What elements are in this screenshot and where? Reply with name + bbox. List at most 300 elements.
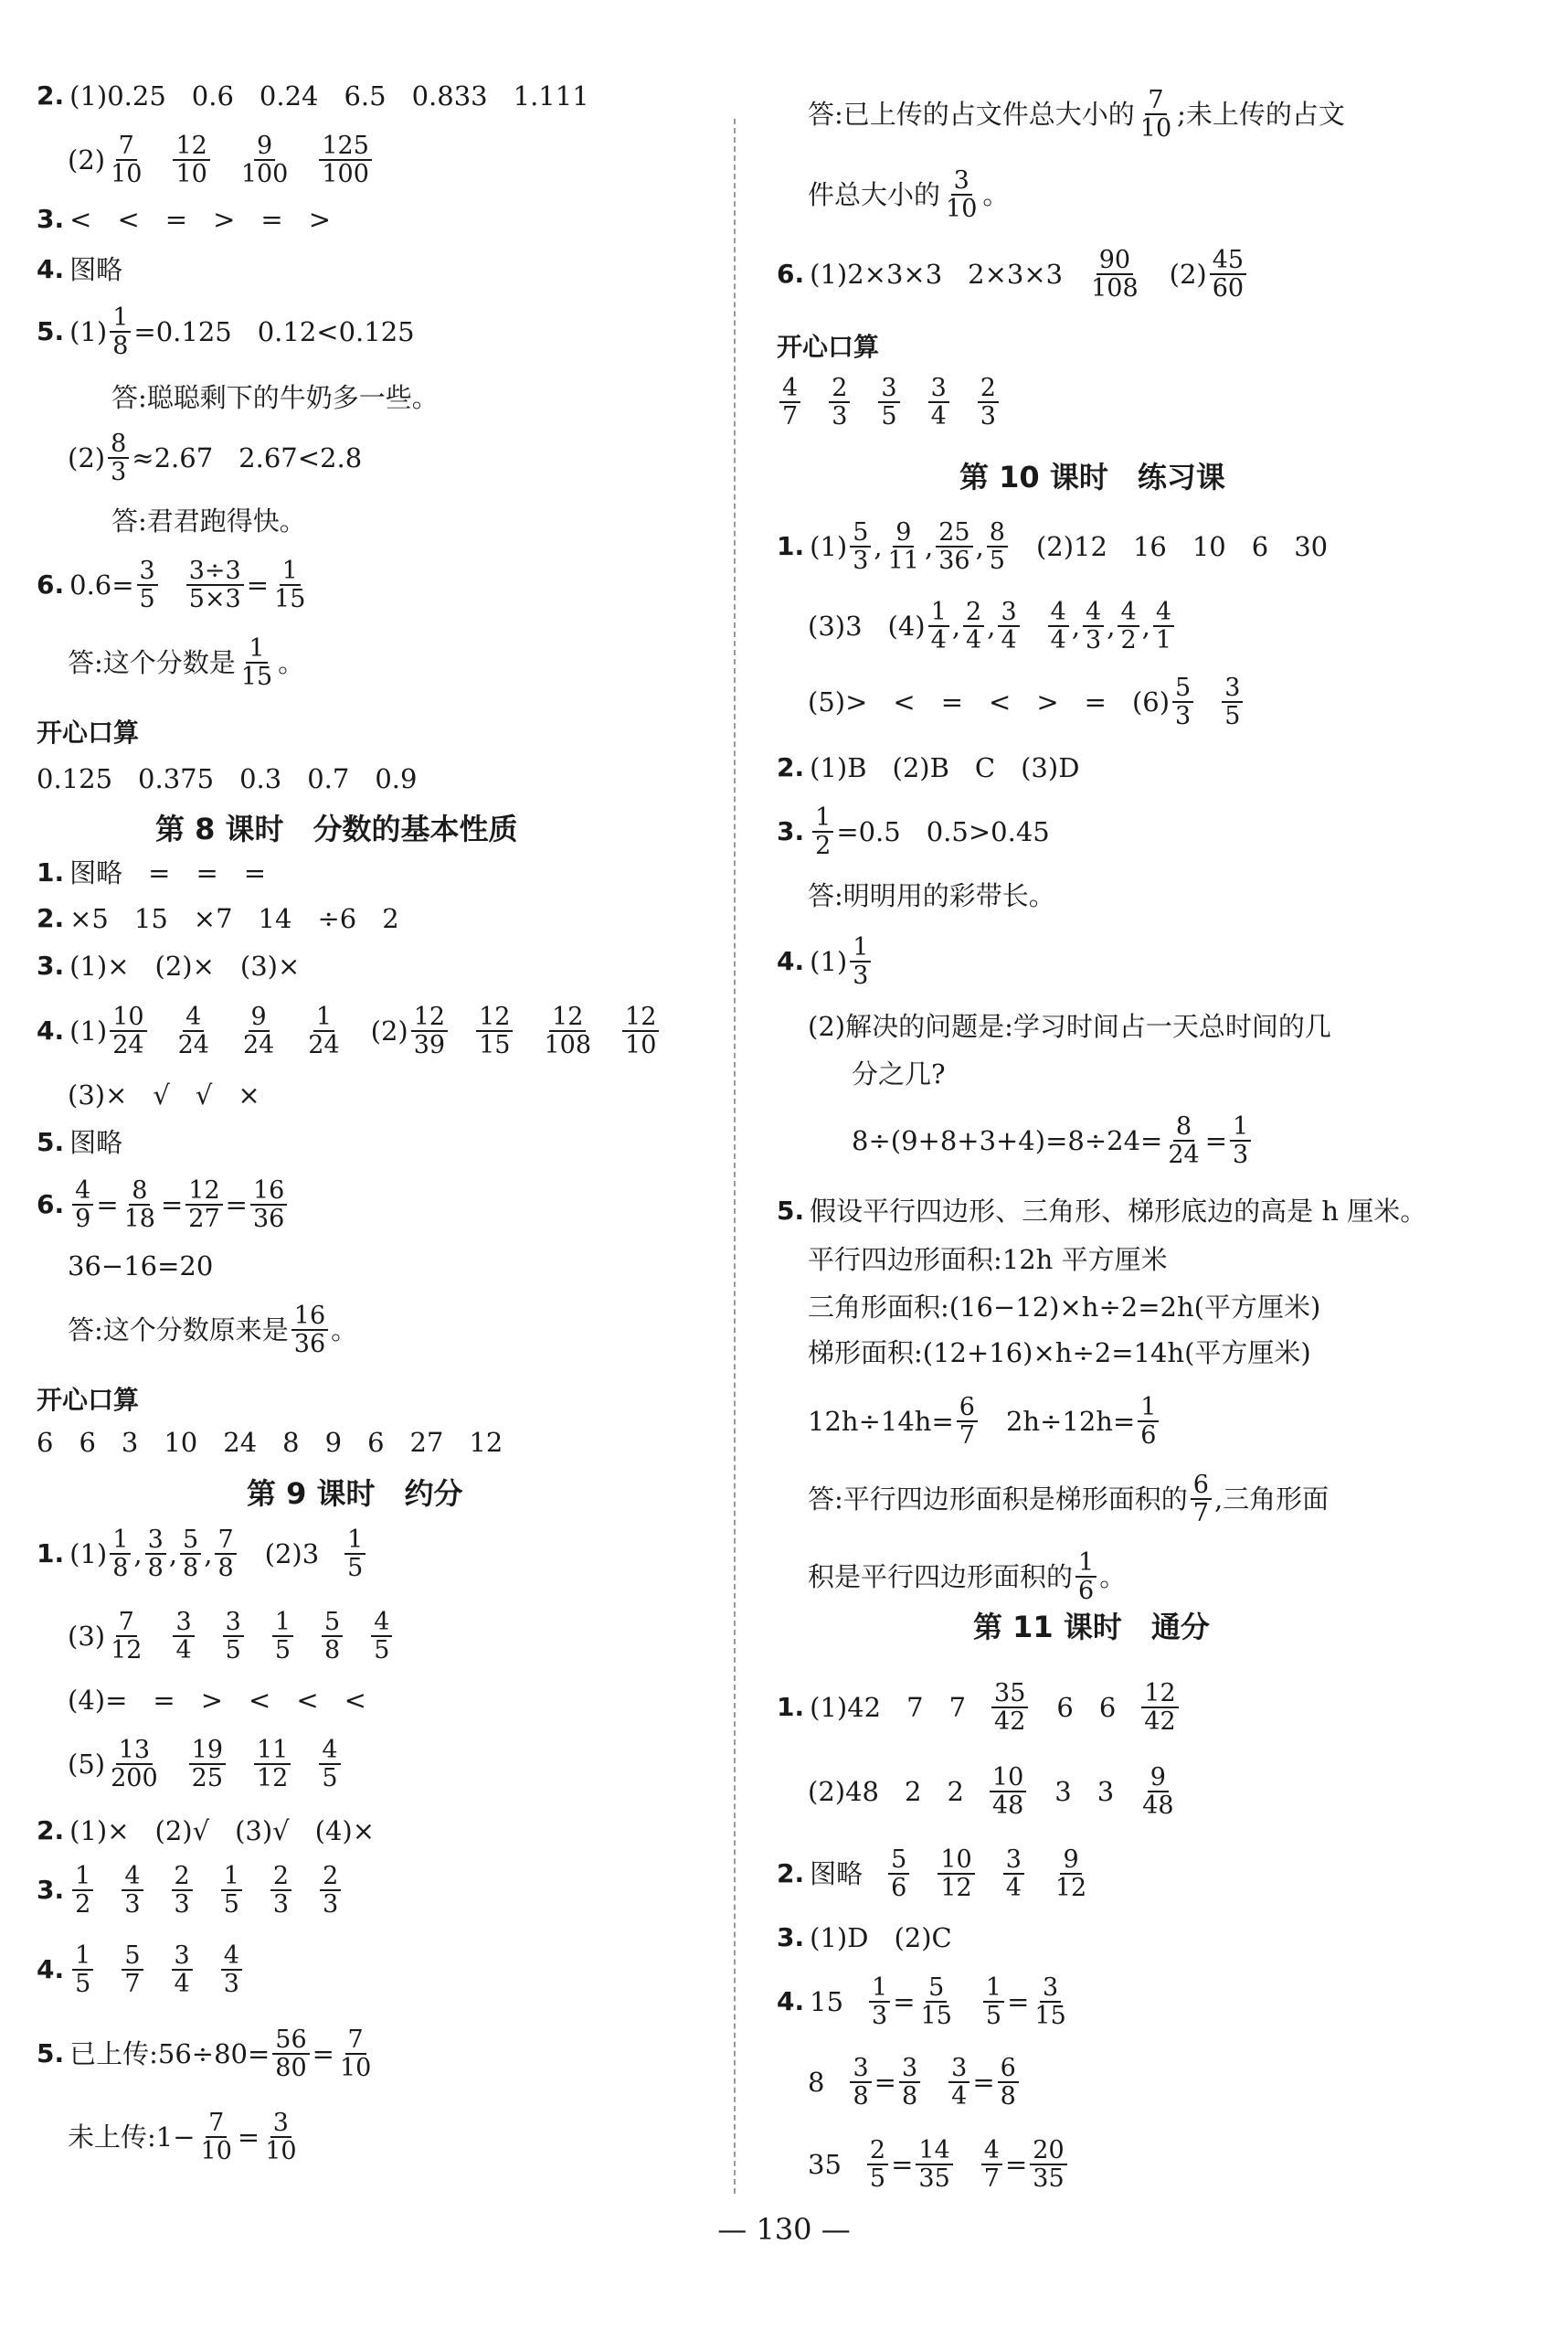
answer-line: [111, 489, 306, 553]
answer-text: 0.12<0.125: [257, 315, 415, 347]
denominator: 3: [174, 1890, 190, 1919]
answer-text: 27: [409, 1426, 444, 1458]
answer-text: (1)×: [69, 1814, 130, 1846]
numerator: 1: [246, 635, 267, 664]
denominator: 48: [1142, 1792, 1174, 1820]
answer-text: =: [972, 2066, 995, 2098]
answer-text: 35: [808, 2148, 842, 2180]
answer-text: =: [1004, 2148, 1028, 2180]
answer-text: (3)3: [808, 610, 863, 642]
answer-text: >: [308, 203, 331, 235]
numerator: 4: [72, 1177, 93, 1206]
answer-text: (1): [810, 945, 848, 977]
answer-line: [852, 1109, 1254, 1173]
answer-text: 0.833: [411, 80, 488, 112]
fraction: [110, 1526, 131, 1581]
numerator: 1: [850, 934, 871, 962]
fraction: [173, 133, 209, 187]
answer-text: (2): [68, 441, 106, 473]
numerator: 9: [249, 1004, 270, 1032]
numerator: 90: [1097, 247, 1133, 275]
denominator: 108: [1091, 274, 1139, 303]
answer-line: [68, 1732, 344, 1796]
fraction: [963, 599, 984, 654]
answer-text: (2): [68, 144, 106, 175]
denominator: 12: [940, 1874, 972, 1902]
denominator: 42: [994, 1707, 1026, 1736]
answer-line: [37, 64, 589, 128]
fraction: [262, 2110, 299, 2164]
column-divider: [734, 119, 736, 2194]
question-number: 5.: [37, 316, 65, 346]
denominator: 4: [951, 2082, 968, 2111]
denominator: 24: [112, 1031, 144, 1059]
answer-text: (4): [887, 610, 926, 642]
fraction: [108, 133, 144, 187]
answer-text: 0.375: [138, 762, 215, 794]
answer-line: [777, 1675, 1181, 1739]
denominator: 3: [272, 1890, 290, 1919]
answer-text: (2)3: [264, 1537, 320, 1569]
answer-text: ×: [238, 1079, 260, 1111]
denominator: 27: [188, 1205, 220, 1233]
answer-text: (1)B: [810, 751, 867, 783]
denominator: 12: [1054, 1874, 1087, 1902]
answer-text: =0.5: [836, 815, 901, 847]
fraction: [223, 1609, 244, 1664]
section-subtitle: 开心口算: [37, 718, 140, 748]
answer-line: [37, 1938, 245, 2002]
answer-text: (3)×: [239, 950, 301, 982]
answer-text: ,: [924, 530, 934, 562]
answer-text: =: [164, 203, 188, 235]
numerator: 2: [963, 599, 984, 627]
numerator: 11: [254, 1737, 291, 1765]
answer-text: ,: [874, 530, 883, 562]
answer-text: =: [243, 856, 267, 888]
answer-text: (2)解决的问题是:学习时间占一天总时间的几: [808, 1010, 1331, 1042]
denominator: 7: [983, 2164, 1000, 2193]
numerator: 5: [322, 1609, 343, 1637]
answer-text: 3: [1097, 1775, 1115, 1807]
answer-line: [777, 1842, 1092, 1906]
question-number: 5.: [777, 1196, 805, 1226]
answer-text: =: [1084, 686, 1107, 718]
answer-text: (6): [1131, 686, 1171, 718]
denominator: 3: [1175, 702, 1192, 730]
answer-line: [777, 242, 1249, 306]
fraction: [1210, 247, 1246, 302]
numerator: 7: [345, 2026, 366, 2055]
answer-text: 6: [1056, 1691, 1074, 1723]
numerator: 7: [1145, 87, 1166, 115]
denominator: 10: [339, 2054, 372, 2082]
fraction: [110, 304, 131, 359]
answer-text: (5)>: [808, 686, 868, 718]
denominator: 5: [225, 1636, 241, 1664]
denominator: 8: [217, 1554, 234, 1582]
fraction: [189, 1737, 226, 1792]
numerator: 1: [1138, 1394, 1159, 1422]
numerator: 1: [344, 1526, 366, 1555]
answer-text: (2)√: [154, 1814, 210, 1846]
denominator: 3: [1086, 626, 1102, 654]
answer-text: <: [296, 1684, 319, 1716]
answer-text: (2): [1169, 258, 1207, 290]
question-number: 3.: [37, 204, 65, 234]
denominator: 12: [111, 1636, 143, 1664]
denominator: 3: [111, 458, 127, 486]
answer-text: 已上传:56÷80=: [69, 2037, 270, 2069]
answer-line: [68, 1298, 357, 1362]
answer-line: [68, 128, 375, 192]
numerator: 3: [850, 2055, 871, 2083]
answer-text: 6: [37, 1426, 54, 1458]
numerator: 16: [250, 1177, 287, 1206]
denominator: 8: [112, 1554, 129, 1582]
fraction: [978, 375, 999, 430]
question-number: 2.: [777, 752, 805, 782]
answer-text: 图略: [69, 1126, 123, 1158]
denominator: 35: [1033, 2164, 1065, 2193]
numerator: 3: [137, 558, 158, 586]
answer-text: ,: [1107, 610, 1116, 642]
lesson-heading: 第 9 课时 约分: [247, 1476, 463, 1511]
denominator: 15: [240, 663, 273, 691]
denominator: 10: [200, 2137, 232, 2165]
numerator: 5: [180, 1526, 201, 1555]
fraction: [337, 2026, 374, 2081]
fraction: [850, 934, 871, 989]
denominator: 5: [989, 547, 1005, 575]
answer-text: 1.111: [513, 80, 589, 112]
fraction: [215, 1526, 236, 1581]
answer-text: 未上传:1−: [68, 2121, 196, 2153]
answer-text: 梯形面积:(12+16)×h÷2=14h(平方厘米): [808, 1336, 1311, 1368]
answer-line: [808, 1467, 1329, 1531]
answer-line: [777, 800, 1050, 864]
numerator: 3: [878, 375, 899, 403]
answer-line: [111, 366, 439, 430]
fraction: [1141, 1680, 1178, 1735]
denominator: 5: [869, 2164, 886, 2193]
answer-text: =: [225, 1188, 248, 1220]
numerator: 12: [185, 1177, 222, 1206]
answer-text: 10: [164, 1426, 198, 1458]
numerator: 3: [173, 1609, 194, 1637]
answer-text: 图略: [69, 253, 123, 285]
answer-text: 3: [121, 1426, 139, 1458]
answer-text: 8: [282, 1426, 300, 1458]
numerator: 12: [622, 1004, 659, 1032]
answer-text: 图略: [810, 1857, 863, 1889]
numerator: 5: [888, 1846, 909, 1875]
question-number: 3.: [777, 816, 805, 846]
fraction: [186, 558, 244, 612]
numerator: 1: [110, 1526, 131, 1555]
denominator: 18: [123, 1205, 155, 1233]
answer-text: (3)√: [235, 1814, 290, 1846]
answer-text: (2)48: [808, 1775, 879, 1807]
denominator: 36: [293, 1330, 326, 1358]
fraction: [271, 558, 308, 612]
answer-line: [68, 631, 304, 695]
denominator: 5: [322, 1764, 338, 1792]
answer-line: [808, 1389, 1161, 1453]
numerator: 1: [812, 804, 833, 833]
numerator: 14: [916, 2137, 952, 2165]
denominator: 2: [75, 1890, 91, 1919]
answer-text: <: [69, 203, 92, 235]
denominator: 3: [872, 2002, 888, 2030]
fraction: [779, 375, 800, 430]
numerator: 9: [893, 519, 914, 548]
answer-line: [777, 370, 1001, 434]
question-number: 4.: [777, 1986, 805, 2016]
denominator: 8: [183, 1554, 199, 1582]
fraction: [270, 1863, 291, 1918]
denominator: 4: [1001, 626, 1017, 654]
answer-text: 0.24: [259, 80, 319, 112]
fraction: [1053, 1846, 1089, 1901]
answer-text: =: [237, 2121, 260, 2153]
answer-text: (3)D: [1021, 751, 1080, 783]
denominator: 8: [853, 2082, 869, 2111]
answer-text: 6: [1098, 1691, 1117, 1723]
denominator: 8: [324, 1636, 341, 1664]
fraction: [145, 1526, 166, 1581]
fraction: [110, 1004, 146, 1058]
fraction: [1165, 1113, 1202, 1168]
numerator: 10: [938, 1846, 974, 1875]
fraction: [72, 1942, 93, 1997]
answer-line: [808, 1760, 1180, 1824]
denominator: 10: [946, 195, 978, 223]
answer-line: [852, 1042, 946, 1106]
fraction: [1003, 1846, 1024, 1901]
question-number: 1.: [37, 857, 65, 888]
fraction: [272, 2026, 309, 2081]
denominator: 5: [75, 1970, 91, 1998]
fraction: [185, 1177, 222, 1232]
answer-line: [37, 1111, 122, 1175]
answer-text: 2h÷12h=: [1005, 1405, 1136, 1437]
numerator: 3: [172, 1942, 193, 1971]
answer-text: 2: [904, 1775, 922, 1807]
fraction: [1138, 1394, 1159, 1449]
answer-text: 答:明明用的彩带长。: [808, 879, 1055, 911]
answer-text: 。: [982, 178, 1010, 210]
answer-text: (1): [810, 530, 848, 562]
fraction: [622, 1004, 659, 1058]
answer-text: 6.5: [344, 80, 387, 112]
answer-text: >: [213, 203, 236, 235]
numerator: 4: [1048, 599, 1069, 627]
answer-text: 12: [469, 1426, 503, 1458]
answer-line: [777, 930, 874, 994]
answer-text: <: [989, 686, 1012, 718]
answer-text: 平行四边形面积:12h 平方厘米: [808, 1243, 1168, 1275]
numerator: 1: [280, 558, 301, 586]
numerator: 2: [320, 1863, 341, 1891]
denominator: 11: [887, 547, 919, 575]
numerator: 6: [1191, 1472, 1212, 1500]
answer-text: =: [891, 2148, 914, 2180]
fraction: [885, 519, 922, 574]
denominator: 8: [901, 2082, 918, 2111]
answer-text: ,: [1141, 610, 1150, 642]
fraction: [122, 1177, 158, 1232]
answer-text: (2)12: [1035, 530, 1107, 562]
answer-text: 6: [1251, 530, 1269, 562]
denominator: 4: [1005, 1874, 1022, 1902]
fraction: [238, 635, 275, 690]
numerator: 1: [72, 1863, 93, 1891]
numerator: 3: [948, 2055, 969, 2083]
denominator: 108: [544, 1031, 592, 1059]
answer-text: 15: [810, 1985, 844, 2017]
fraction: [411, 1004, 448, 1058]
denominator: 8: [147, 1554, 164, 1582]
answer-text: 36−16=20: [68, 1249, 214, 1281]
numerator: 3: [145, 1526, 166, 1555]
answer-text: =: [940, 686, 964, 718]
answer-line: [37, 1799, 375, 1863]
numerator: 3: [899, 2055, 920, 2083]
fraction: [175, 1004, 212, 1058]
fraction: [320, 1863, 341, 1918]
question-number: 4.: [777, 946, 805, 976]
denominator: 4: [175, 1636, 192, 1664]
numerator: 3: [1040, 1974, 1061, 2003]
denominator: 3: [980, 402, 996, 431]
fraction: [991, 1680, 1028, 1735]
fraction: [983, 1974, 1004, 2029]
numerator: 8: [1173, 1113, 1194, 1142]
answer-text: (2)×: [154, 950, 215, 982]
numerator: 9: [254, 133, 275, 161]
denominator: 100: [240, 160, 289, 188]
answer-text: =: [96, 1188, 119, 1220]
fraction: [1075, 1549, 1097, 1604]
denominator: 4: [966, 626, 982, 654]
numerator: 1: [72, 1942, 93, 1971]
answer-text: 答:这个分数原来是: [68, 1313, 289, 1345]
denominator: 8: [1000, 2082, 1016, 2111]
answer-text: =: [148, 856, 171, 888]
numerator: 4: [1118, 599, 1139, 627]
numerator: 4: [1153, 599, 1174, 627]
answer-line: [777, 1970, 1072, 2034]
denominator: 6: [1078, 1577, 1095, 1605]
numerator: 7: [116, 1609, 137, 1637]
numerator: 6: [998, 2055, 1019, 2083]
answer-line: [808, 1321, 1311, 1385]
fraction: [1048, 599, 1069, 654]
fraction: [998, 599, 1019, 654]
numerator: 12: [411, 1004, 448, 1032]
answer-text: <: [893, 686, 916, 718]
question-number: 1.: [777, 531, 805, 561]
fraction: [1139, 1764, 1176, 1819]
answer-text: (1)D: [810, 1921, 869, 1953]
denominator: 24: [1168, 1141, 1200, 1169]
answer-text: 积是平行四边形面积的: [808, 1560, 1074, 1592]
fraction: [928, 599, 949, 654]
fraction: [957, 1394, 978, 1449]
answer-text: <: [344, 1684, 366, 1716]
section-subtitle: 开心口算: [37, 1385, 140, 1415]
question-number: 6.: [37, 1189, 65, 1219]
answer-text: =: [246, 569, 270, 601]
fraction: [371, 1609, 392, 1664]
question-number: 2.: [777, 1858, 805, 1888]
denominator: 36: [252, 1205, 285, 1233]
denominator: 15: [479, 1031, 511, 1059]
fraction: [948, 2055, 969, 2110]
fraction: [305, 1004, 342, 1058]
lesson-heading: 第 11 课时 通分: [973, 1610, 1210, 1644]
denominator: 10: [111, 160, 143, 188]
answer-text: 答:已上传的占文件总大小的: [808, 98, 1135, 130]
numerator: 3: [1222, 675, 1243, 703]
denominator: 24: [308, 1031, 340, 1059]
fraction: [928, 375, 949, 430]
numerator: 2: [978, 375, 999, 403]
answer-text: ,: [975, 530, 984, 562]
numerator: 9: [1060, 1846, 1081, 1875]
answer-text: ,: [1071, 610, 1081, 642]
lesson-heading: 第 10 课时 练习课: [959, 460, 1225, 494]
answer-line: [68, 2105, 302, 2169]
fraction: [1230, 1113, 1251, 1168]
fraction: [1030, 2137, 1066, 2192]
answer-text: 答:君君跑得快。: [111, 505, 306, 537]
question-number: 4.: [37, 1954, 65, 1984]
denominator: 4: [930, 402, 947, 431]
numerator: 7: [206, 2110, 227, 2138]
answer-line: [37, 300, 415, 364]
answer-text: ,: [204, 1537, 213, 1569]
numerator: 5: [122, 1942, 143, 1971]
answer-text: 答:聪聪剩下的牛奶多一些。: [111, 381, 439, 413]
numerator: 4: [779, 375, 800, 403]
page-number: — 130 —: [717, 2212, 851, 2247]
numerator: 19: [189, 1737, 226, 1765]
answer-text: =: [196, 856, 218, 888]
fraction: [1118, 599, 1139, 654]
answer-text: (2)C: [894, 1921, 952, 1953]
numerator: 3: [928, 375, 949, 403]
numerator: 2: [172, 1863, 193, 1891]
numerator: 7: [116, 133, 137, 161]
answer-text: (1): [69, 315, 108, 347]
denominator: 3: [323, 1890, 339, 1919]
answer-line: [37, 2022, 376, 2086]
fraction: [172, 1942, 193, 1997]
denominator: 60: [1212, 274, 1245, 303]
fraction: [221, 1942, 242, 1997]
denominator: 5: [139, 585, 155, 613]
fraction: [221, 1863, 242, 1918]
answer-line: [68, 1604, 395, 1668]
denominator: 39: [413, 1031, 446, 1059]
fraction: [137, 558, 158, 612]
denominator: 200: [111, 1764, 158, 1792]
numerator: 1: [869, 1974, 890, 2003]
numerator: 12: [476, 1004, 513, 1032]
answer-text: 9: [324, 1426, 343, 1458]
